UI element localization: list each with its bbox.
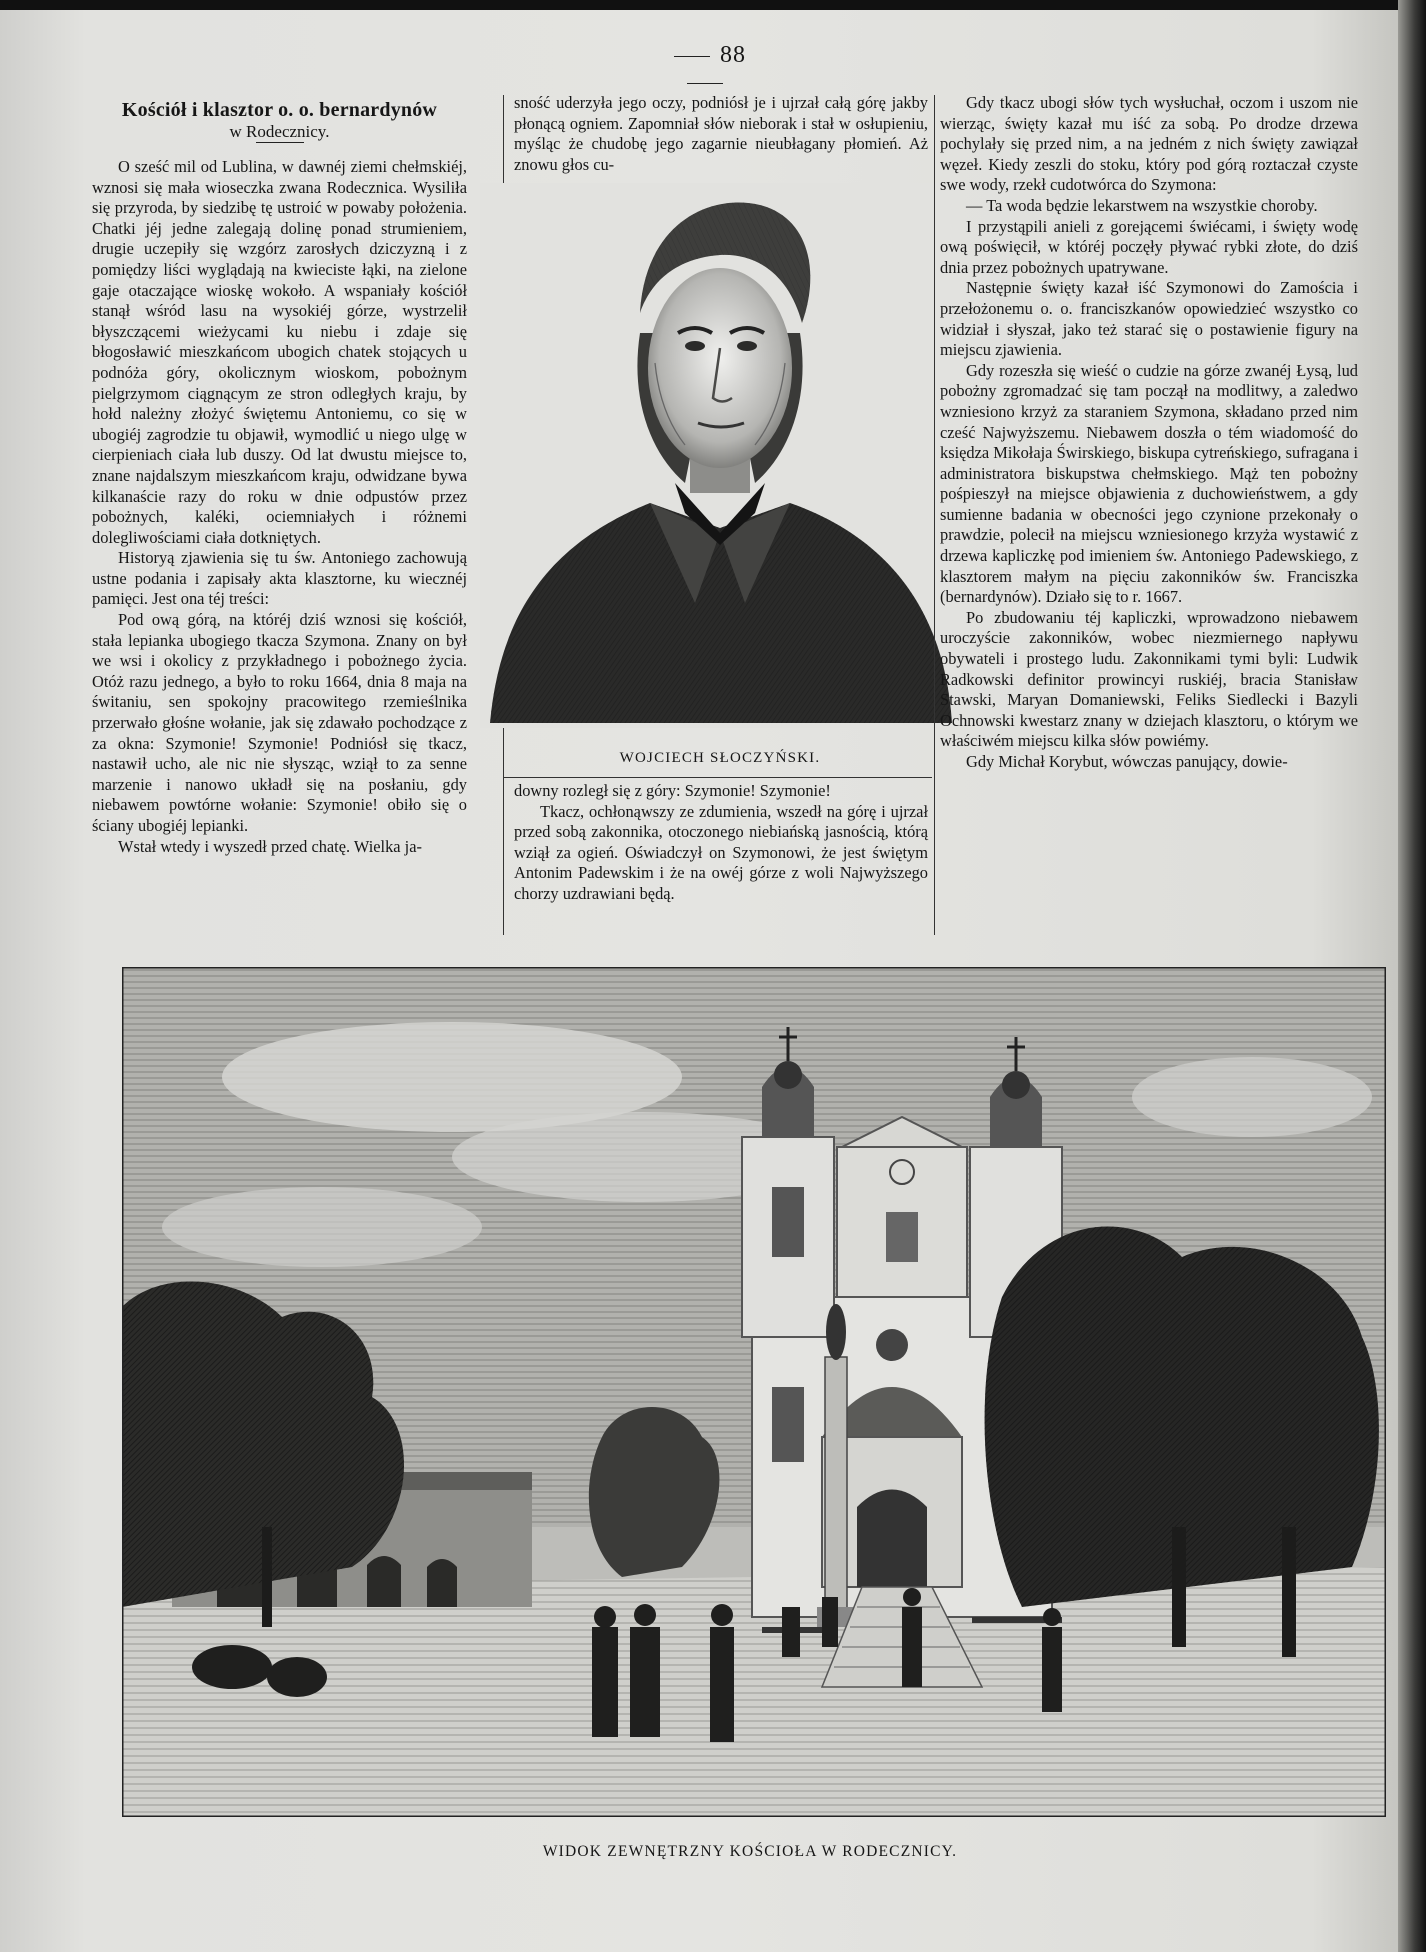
paragraph: Gdy Michał Korybut, wówczas panujący, dowie- [966, 752, 1288, 771]
paragraph: downy rozległ się z góry: Szymonie! Szymonie! [514, 781, 831, 800]
church-illustration [122, 967, 1386, 1817]
illustration-caption: WIDOK ZEWNĘTRZNY KOŚCIOŁA W RODECZNICY. [542, 1843, 958, 1860]
paragraph: Następnie święty kazał iść Szymonowi do Zamościa i przełożonemu o. o. franciszkanów opowiedzieć wszystko co widział i słyszał, jako też starać się o postawienie figury na miejscu zjawienia. [940, 278, 1358, 360]
church-engraving-icon [122, 967, 1386, 1817]
paragraph: I przystąpili anieli z gorejącemi świécami, i święty wodę ową poświęcił, w któréj poczęły pływać rybki złote, do dziś dnia przez pobożnych upatrywane. [940, 216, 1358, 277]
paragraph: sność uderzyła jego oczy, podniósł je i ujrzał całą górę jakby płonącą ogniem. Zapomniał słów nieborak i stał w osłupieniu, myśląc że chudobę jego zagarnie nieubłagany płomień. Aż znowu głos cu- [514, 93, 928, 174]
caption-rule [504, 777, 932, 778]
scan-top-edge [0, 0, 1426, 10]
paragraph: Pod ową górą, na któréj dziś wznosi się kościół, stała lepianka ubogiego tkacza Szymona. Znany on był we wsi i okolicy z przykładnego i pobożnego życia. Otóż razu jednego, a było to roku 1664, dnia 8 maja na świtaniu, sen spokojny pracowitego rzemieślnika przerwało głośne wołanie, jak się zdawało pochodzące z za okna: Szymonie! Szymonie! Podniósł się tkacz, nastawił ucho, ale nic nie słysząc, wziął to za senne marzenie i nanowo układł się na posłaniu, gdy niebawem powtórne wołanie: Szymonie! obiło się o ściany ubogiéj lepianki. [92, 610, 467, 835]
column-left [92, 98, 467, 857]
page-number: 88 [640, 42, 770, 96]
portrait-caption: WOJCIECH SŁOCZYŃSKI. [619, 750, 821, 766]
column-divider [934, 95, 935, 935]
paragraph: Tkacz, ochłonąwszy ze zdumienia, wszedł na górę i ujrzał przed sobą zakonnika, otoczonego niebiańską jasnością, którą wziął za ogień. Oświadczył on Szymonowi, że jest świętym Antonim Padewskim i że na owéj górze z woli Najwyższego chorzy uzdrawiani będą. [514, 801, 928, 903]
paragraph: Historyą zjawienia się tu św. Antoniego zachowują ustne podania i zapisały akta klasztorne, ku wiecznéj pamięci. Jest ona téj treści: [92, 548, 467, 609]
scan-binding-edge [1398, 0, 1426, 1952]
paragraph: — Ta woda będzie lekarstwem na wszystkie choroby. [966, 195, 1318, 215]
paragraph: O sześć mil od Lublina, w dawnéj ziemi chełmskiéj, wznosi się mała wioseczka zwana Rodecznica. Wysiliła się przyroda, by siedzibę tę ustroić w powaby położenia. Chatki jéj jedne zalegają dolinę ponad strumieniem, drugie uczepiły się wzgórz zarosłych dziczyzną i z pomiędzy liści wyglądają na kwieciste łąki, na zielone gaje otaczające wioskę wokoło. A wspaniały kościół stanął wśród lasu na wysokiéj górze, wystrzelił błyszczącemi wieżycami ku niebu i zdaje się błogosławić mieszkańcom ubogich chatek stojących u podnóża góry, okolicznym wioskom, pobożnym pielgrzymom ciągnącym ze stron odległych kraju, by hołd należny złożyć świętemu Antoniemu, co się w ubogiéj zagrodzie tu objawił, wymodlić u niego ulgę w cierpieniach ciała lub duszy. Od lat dwustu miejsce to, znane najdalszym mieszkańcom kraju, odwidzane bywa kilkanaście razy do roku w dnie odpustów przez pobożnych, kaléki, ociemniałych i różnemi dolegliwościami ciała dotkniętych. [92, 157, 467, 547]
column-middle-bottom [514, 781, 928, 905]
title-divider [256, 142, 304, 143]
paragraph: Gdy tkacz ubogi słów tych wysłuchał, oczom i uszom nie wierząc, święty kazał mu iść za sobą. Po drodze drzewa pochylały się przed nim, a na jedném z nich święty zawiązał węzeł. Kiedy zeszli do stoku, który pod górą roztaczał czyste swe wody, rzekł cudotwórca do Szymona: [940, 93, 1358, 195]
engraved-portrait-icon [480, 183, 960, 728]
article-title: Kościół i klasztor o. o. bernardynów [121, 99, 438, 121]
column-right [940, 93, 1358, 773]
paragraph: Po zbudowaniu téj kapliczki, wprowadzono niebawem uroczyście zakonników, wobec niezmiernego napływu obywateli i prostego ludu. Zakonnikami tymi byli: Ludwik Radkowski definitor prowincyi ruskiéj, bracia Stanisław Stawski, Maryan Domaniewski, Feliks Siedlecki i Bazyli Ochnowski kwestarz znany w dziejach klasztoru, o którym we właściwém miejscu kilka słów powiémy. [940, 607, 1358, 751]
portrait-illustration [480, 183, 960, 728]
column-middle-top [514, 93, 928, 175]
paragraph: Wstał wtedy i wyszedł przed chatę. Wielka ja- [118, 836, 422, 856]
article-subtitle: w Rodecznicy. [229, 122, 330, 141]
paragraph: Gdy rozeszła się wieść o cudzie na górze zwanéj Łysą, lud pobożny zgromadzać się tam począł na modlitwy, a zaledwo wzniesiono krzyż za staraniem Szymona, składano przed nim cześć Najwyższemu. Niebawem doszła o tém wiadomość do księdza Mikołaja Świrskiego, biskupa cytreńskiego, sufragana i administratora biskupstwa chełmskiego. Mąż ten pobożny pośpieszył na miejsce objawienia z duchowieństwem, a gdy sumienne badania w obecności jego czynione przekonały o prawdzie, polecił na miejscu wzniesionego krzyża wystawić z drzewa kapliczkę pod imieniem św. Antoniego Padewskiego, z klasztorem małym na pięciu zakonników św. Franciszka (bernardynów). Działo się to r. 1667. [940, 360, 1358, 607]
